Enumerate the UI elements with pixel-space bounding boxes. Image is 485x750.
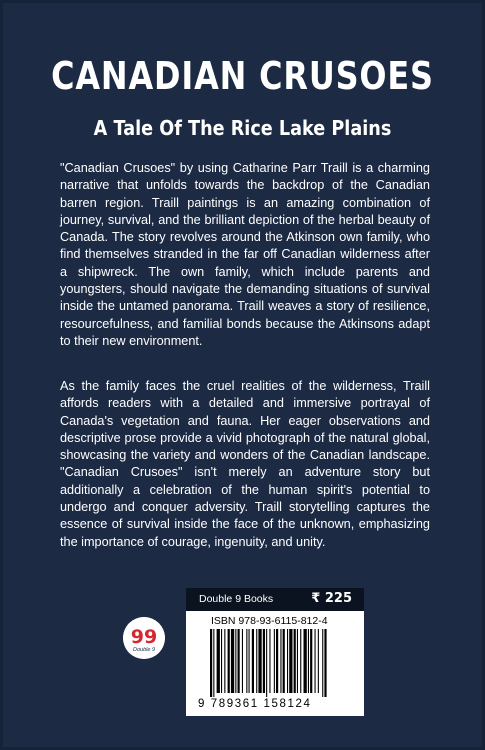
book-title: CANADIAN CRUSOES [51,54,434,98]
description-paragraph-1: "Canadian Crusoes" by using Catharine Parr Traill is a charming narrative that unfolds towards the backdrop of the Canadian barren region. Traill paintings is an amazing combination of journey, survival, and the brilliant depiction of the herbal beauty of Canada. The story revolves around the Atkinson own family, who find themselves stranded in the far off Canadian wilderness after a shipwreck. The own family, which include parents and youngsters, should navigate the demanding situations of survival inside the untamed panorama. Traill weaves a story of resilience, resourcefulness, and familial bonds because the Atkinsons adapt to their new environment. [60,161,430,348]
isbn-label: ISBN 978-93-6115-812-4 [211,615,328,627]
barcode-digits: 9 789361 158124 [198,698,312,710]
publisher-name: Double 9 Books [199,593,274,605]
price-label: ₹ 225 [311,591,352,606]
barcode-icon [210,629,350,697]
logo-mark: 99 [130,626,158,648]
double-9-books-logo-icon [123,617,165,659]
book-subtitle: A Tale Of The Rice Lake Plains [93,116,392,140]
description-paragraph-2: As the family faces the cruel realities of the wilderness, Traill affords readers with a detailed and immersive portrayal of Canada's vegetation and fauna. Her eager observations and descriptive prose provide a vivid photograph of the natural global, showcasing the variety and wonders of the Canadian landscape. "Canadian Crusoes" isn't merely an adventure story but additionally a celebration of the human spirit's potential to undergo and conquer adversity. Traill storytelling captures the essence of survival inside the face of the unknown, emphasizing the importance of courage, ingenuity, and unity. [60,379,430,549]
logo-text: Double 9 [132,647,156,653]
isbn-barcode-panel [186,588,364,716]
price-header [186,588,364,611]
